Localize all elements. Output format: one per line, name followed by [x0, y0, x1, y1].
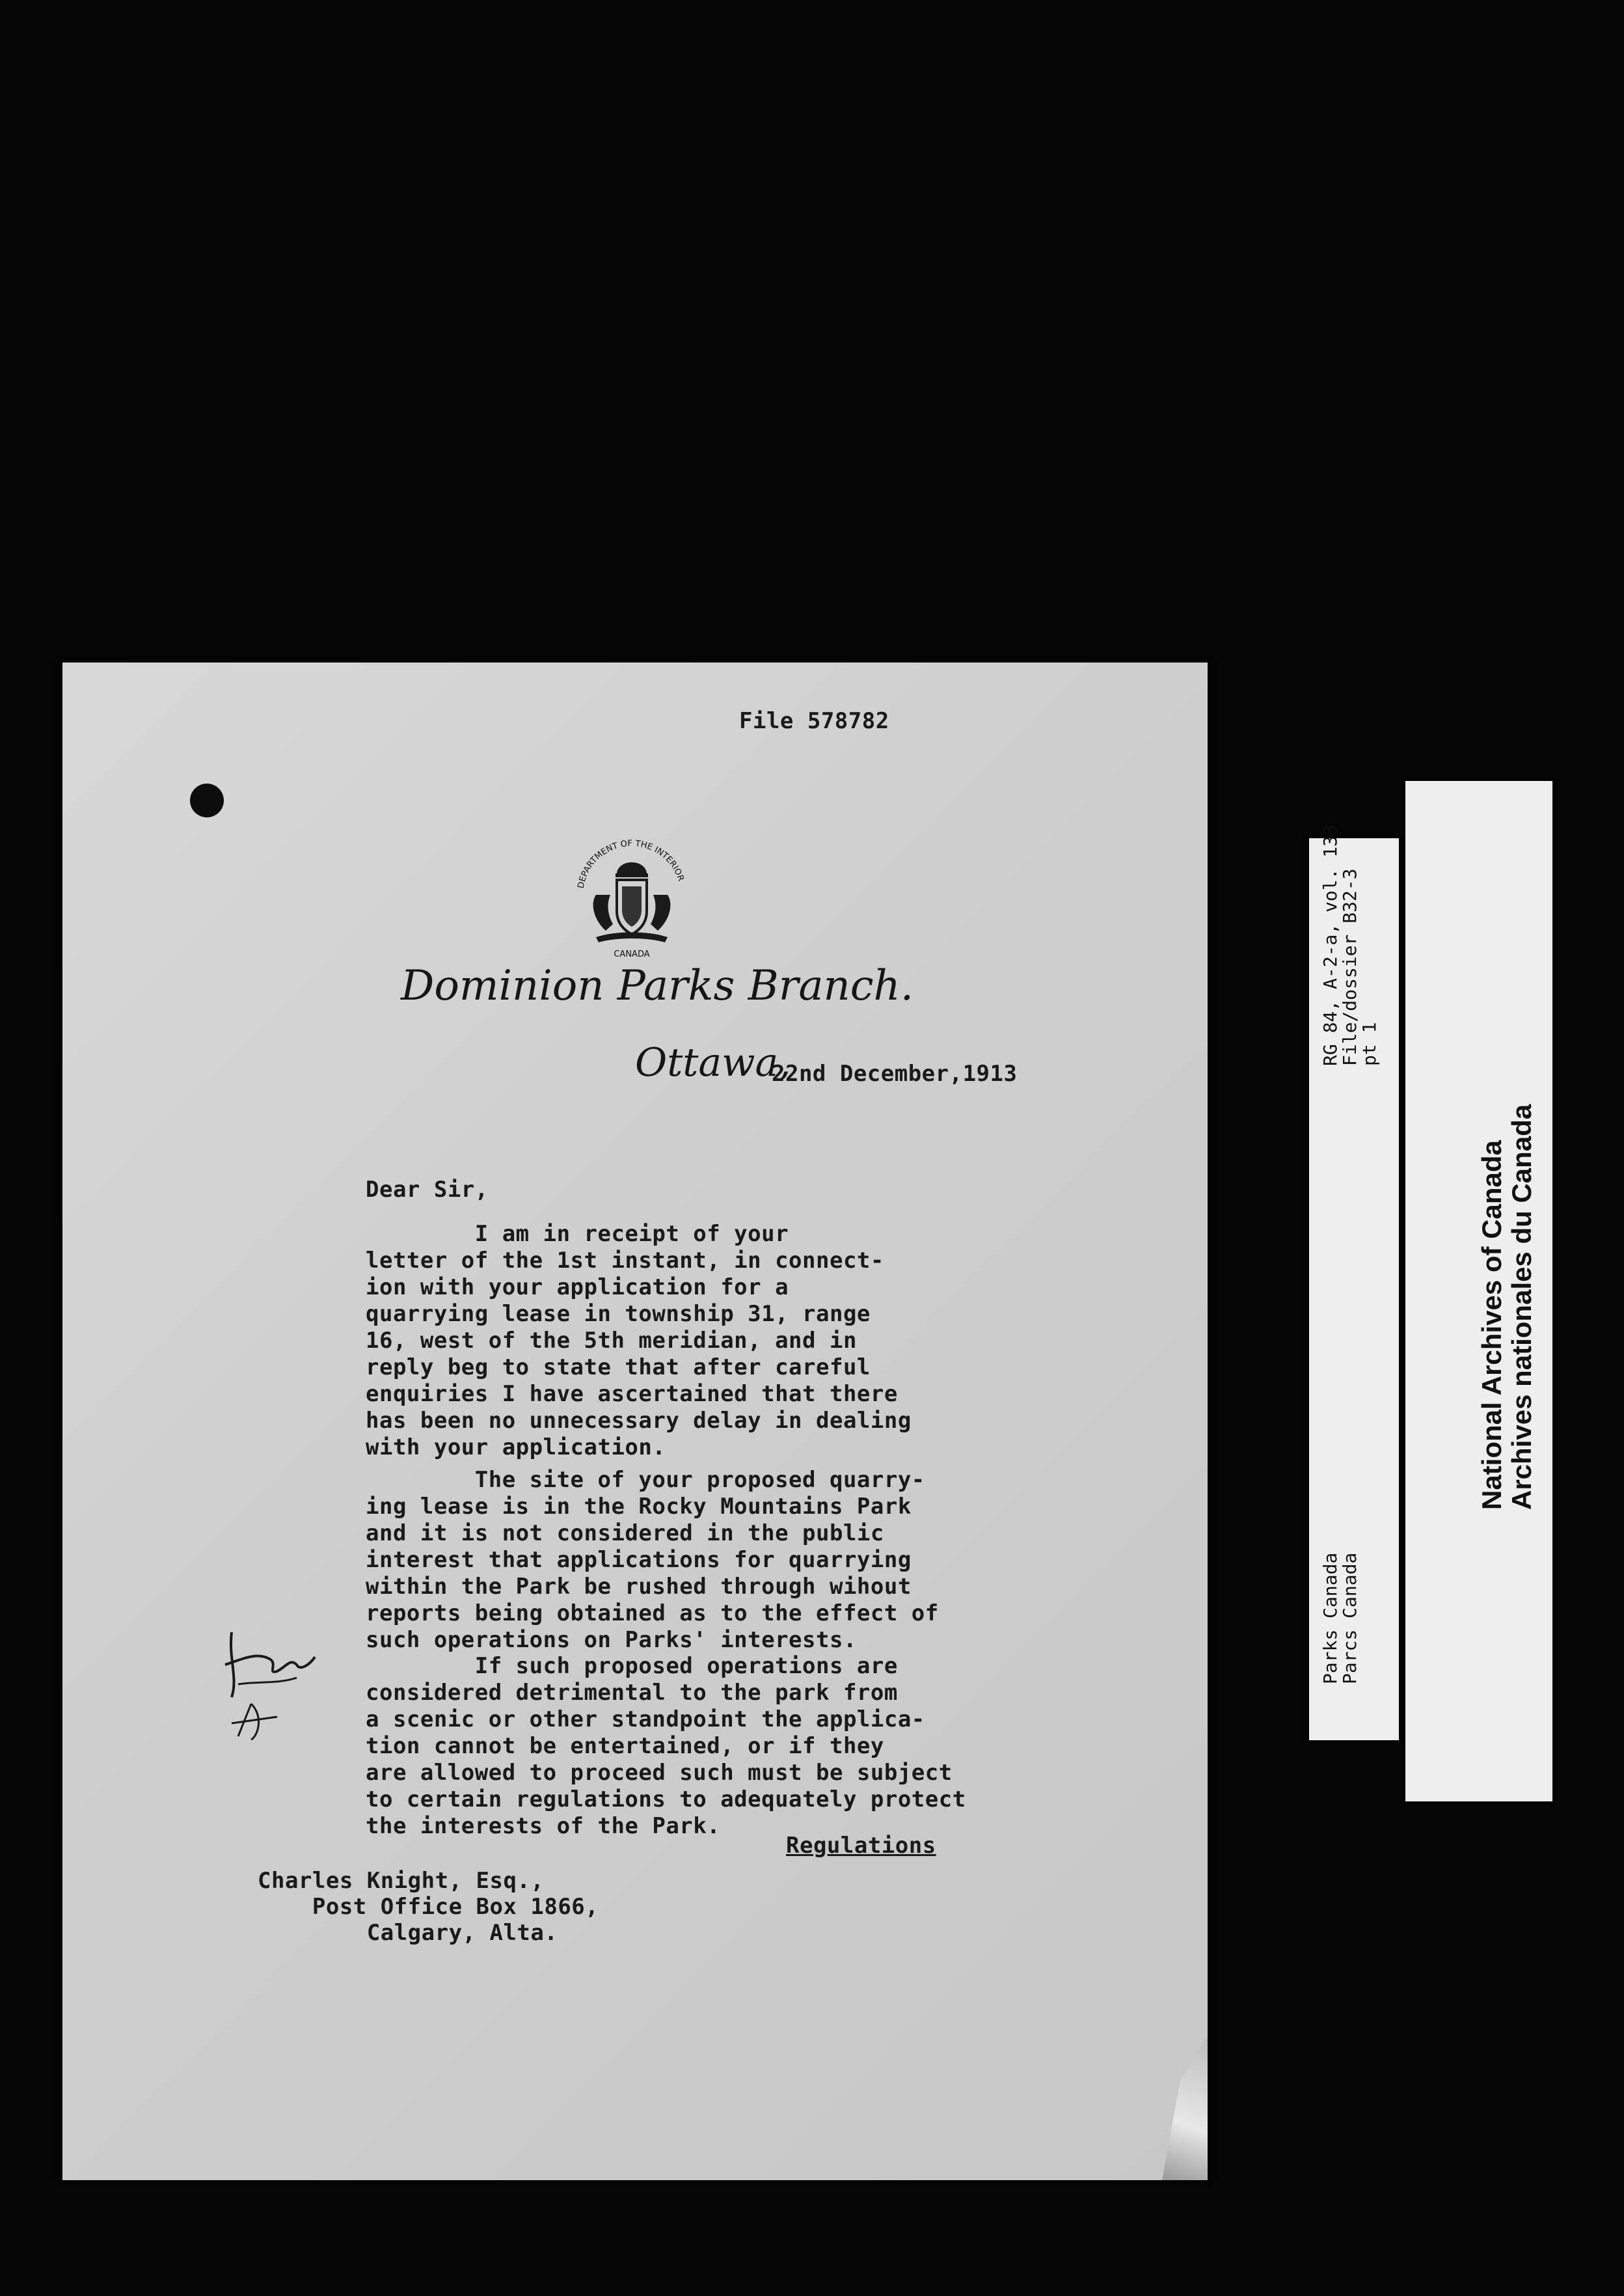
- archive-reference: RG 84, A-2-a, vol. 133 File/dossier B32-3 pt 1: [1320, 825, 1380, 1066]
- continued-marker: Regulations: [786, 1833, 936, 1859]
- svg-text:CANADA: CANADA: [614, 950, 650, 959]
- archive-agency: Parks Canada Parcs Canada: [1320, 1552, 1360, 1684]
- paragraph-1: I am in receipt of your letter of the 1st instant, in connect- ion with your application for a quarrying lease in township 31, range 16, west of the 5th meridian, and in reply beg to state that after careful enquiries I have ascertained that there has been no unnecessary delay in dealing with your application.: [366, 1221, 912, 1460]
- addressee-line-3: Calgary, Alta.: [258, 1920, 558, 1946]
- letter-page: [62, 663, 1208, 2180]
- svg-text:DEPARTMENT OF THE INTERIOR: DEPARTMENT OF THE INTERIOR: [576, 838, 686, 890]
- paragraph-2: The site of your proposed quarry- ing lease is in the Rocky Mountains Park and it is not considered in the public interest that applications for quarrying within the Park be rushed through wihout reports being obtained as to the effect of such operations on Parks' interests.: [366, 1467, 939, 1653]
- addressee-line-1: Charles Knight, Esq.,: [258, 1868, 545, 1894]
- city-name: Ottawa,: [635, 1040, 791, 1086]
- file-number: File 578782: [739, 708, 889, 734]
- punch-hole: [190, 784, 224, 817]
- salutation: Dear Sir,: [366, 1177, 489, 1203]
- handwritten-initials: [212, 1619, 329, 1743]
- archive-label-small: [1309, 825, 1399, 1740]
- paragraph-3: If such proposed operations are considered detrimental to the park from a scenic or other standpoint the applica- tion cannot be entertained, or if they are allowed to proceed such must be subject to certain regulations to adequately protect the interests of the Park.: [366, 1653, 966, 1839]
- archive-label-large: [1405, 781, 1552, 1801]
- branch-name: Dominion Parks Branch.: [401, 962, 914, 1010]
- crest-icon: [570, 833, 694, 963]
- page-corner-fold: [1162, 2037, 1208, 2180]
- letter-date: 22nd December,1913: [772, 1061, 1018, 1087]
- archive-institution: National Archives of Canada Archives nationales du Canada: [1476, 1104, 1537, 1510]
- addressee-line-2: Post Office Box 1866,: [258, 1894, 599, 1920]
